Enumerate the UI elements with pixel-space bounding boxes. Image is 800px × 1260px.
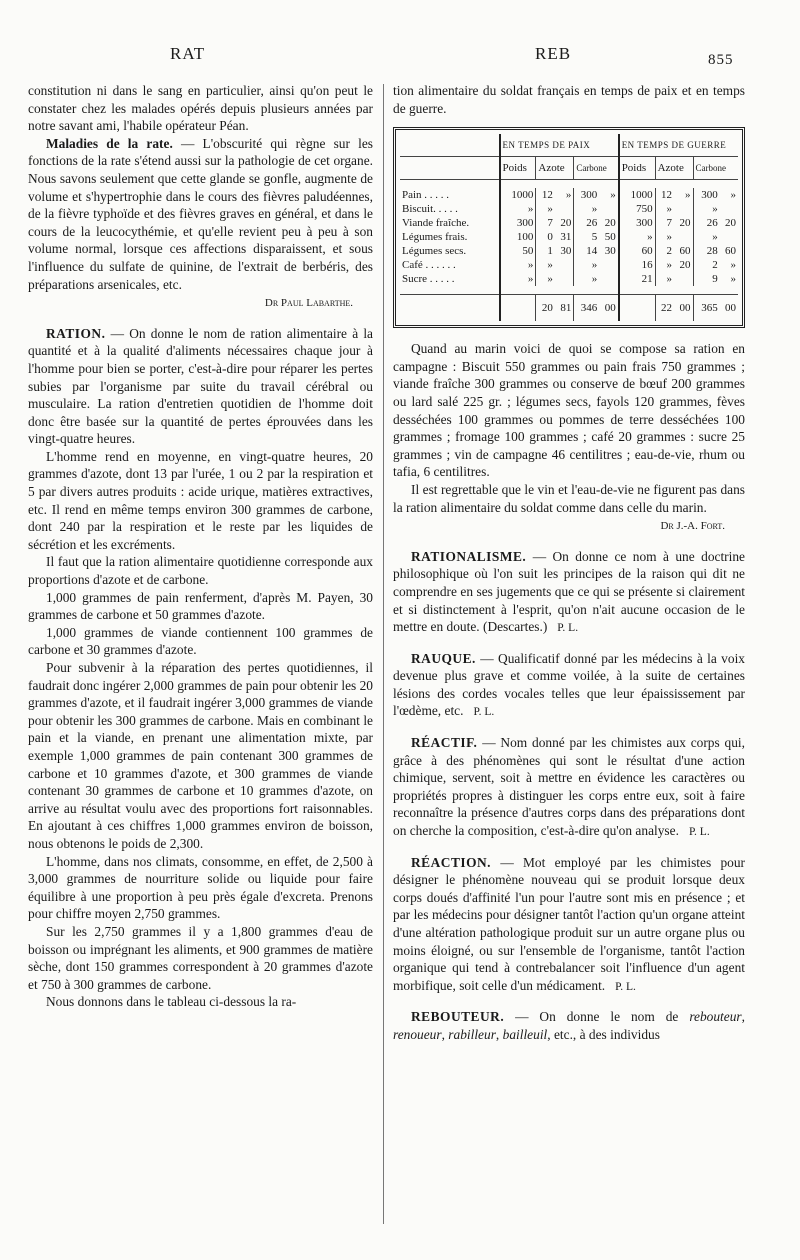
entry-text: Il est regrettable que le vin et l'eau-de-vie ne figurent pas dans la ration alimentaire du soldat comme dans celle du marin. <box>393 481 745 515</box>
table-cell: » <box>536 272 555 286</box>
table-cell: 0 <box>536 230 555 244</box>
entry-text: Sur les 2,750 grammes il y a 1,800 grammes d'eau de boisson ou imprégnant les aliments, et 900 grammes de matière sèche, dont 150 grammes correspondent à 20 grammes d'azote et 750 à 300 grammes de carbone. <box>28 923 373 992</box>
ration-table-box <box>393 127 745 328</box>
total-cell: 00 <box>720 295 738 322</box>
entry-text: Quand au marin voici de quoi se compose sa ration en campagne : Biscuit 550 grammes ou pain frais 750 grammes ; viande fraîche 300 grammes ou conserve de bœuf 200 grammes ou lard salé 225 gr. ; légumes secs, fayols 120 grammes, fèves desséchées 100 grammes ou pommes de terre desséchées 100 grammes ; fromage 100 grammes ; café 20 grammes : sucre 25 grammes ; vin de campagne 46 centilitres ; eau-de-vie, rhum ou tafia, 6 centilitres. <box>393 341 745 480</box>
entry-text: L'homme rend en moyenne, en vingt-quatre heures, 20 grammes d'azote, dont 13 par l'urée, 1 ou 2 par la respiration et 5 par divers autres produits : acide urique, matières extractives, etc. Il rend en même temps environ 300 grammes de carbone, dont 240 par la respiration et le reste par les liquides de sécrétion et les excréments. <box>28 448 373 552</box>
table-cell <box>599 258 618 272</box>
table-cell: 60 <box>725 245 736 258</box>
italic-term: rebouteur <box>689 1009 742 1025</box>
entry-term: RÉACTIF. <box>411 735 478 751</box>
total-cell <box>619 295 655 322</box>
table-cell: 300 <box>574 188 599 202</box>
table-cell: 100 <box>500 230 536 244</box>
entry-text: Il faut que la ration alimentaire quotidienne corresponde aux proportions d'azote et de carbone. <box>28 554 373 588</box>
table-cell: » <box>730 189 736 202</box>
entry-text: L'homme, dans nos climats, consomme, en effet, de 2,500 à 3,000 grammes de nourriture solide ou liquide pour faire équilibre à une proportion à peu près égale d'excreta. Prenons pour chiffre moyen 2,750 grammes. <box>28 853 373 922</box>
table-cell: 60 <box>679 245 691 258</box>
entry-term: RATIONALISME. <box>411 548 527 564</box>
total-cell: 346 <box>574 295 599 322</box>
separator: , <box>741 1009 745 1025</box>
table-cell: 26 <box>574 216 599 230</box>
paragraph <box>28 624 373 659</box>
total-cell: 365 <box>693 295 720 322</box>
totals-row <box>400 295 738 322</box>
table-cell: » <box>500 272 536 286</box>
entry-text: Pour subvenir à la réparation des pertes quotidiennes, il faudrait donc ingérer 2,000 grammes de pain pour obtenir les 20 grammes d'azote, et il faudrait ingérer 3,000 grammes de viande pour obtenir les 300 grammes de carbone. Mais en combinant le pain et la viande, en prenant une alimentation mixte, par exemple 1,000 grammes de pain contenant 300 grammes de carbone et 10 grammes d'azote, et 300 grammes de viande contenant 30 grammes de carbone et 10 grammes d'azote, on arrive au résultat voulu avec des proportions fort raisonnables. En ajoutant à ces chiffres 1,000 grammes environ de boisson, nous obtenons le poids de 2,300. <box>28 660 373 851</box>
table-cell: » <box>536 202 555 216</box>
entry-text: — On donne le nom de <box>504 1009 690 1025</box>
table-cell <box>720 202 738 216</box>
table-cell: 300 <box>693 188 720 202</box>
page-number: 855 <box>708 52 734 68</box>
table-cell: » <box>610 189 616 202</box>
table-cell: 20 <box>679 217 691 230</box>
table-corner <box>400 134 500 157</box>
running-header <box>0 44 800 70</box>
table-cell: » <box>500 258 536 272</box>
row-label: Café . . . . . . <box>402 259 456 272</box>
table-row <box>400 202 738 216</box>
author-initials: P. L. <box>557 622 579 635</box>
entry-text: — Nom donné par les chimistes aux corps qui, grâce à des phénomènes qui sont le résultat d'une action chimique, servent, soit à mettre en évidence les caractères ou propriétés propres à distinguer les corps entre eux, soit à faire reconnaître la présence d'autres corps dans des préparations dont on cherche la composition, c'est-à-dire qu'on analyse. <box>393 735 745 839</box>
paragraph <box>28 448 373 554</box>
entry-text: — On donne le nom de ration alimentaire à la quantité et à la qualité d'aliments nécessaires chaque jour à l'homme pour bien se porter, c'est-à-dire pour réparer les pertes subies par l'organisme par suite du travail cérébral ou musculaire. La ration d'entretien quotidien de l'homme doit donc être basée sur la quantité de pertes éprouvées dans les vingt-quatre heures. <box>28 325 373 447</box>
total-cell: 81 <box>555 295 574 322</box>
row-label: Légumes frais. <box>402 231 468 244</box>
table-cell <box>674 202 693 216</box>
header-right-word: REB <box>535 44 572 63</box>
table-cell: » <box>565 189 572 202</box>
table-cell: 7 <box>536 216 555 230</box>
table-cell: 60 <box>619 244 655 258</box>
table-cell: » <box>685 189 691 202</box>
italic-term: bailleuil <box>502 1026 548 1042</box>
table-cell <box>674 272 693 286</box>
paragraph <box>28 923 373 993</box>
table-row <box>400 244 738 258</box>
table-cell: » <box>693 230 720 244</box>
table-cell: 50 <box>500 244 536 258</box>
table-corner-2 <box>400 157 500 180</box>
article-entry <box>393 854 745 997</box>
author-initials: P. L. <box>688 826 710 839</box>
author-initials: P. L. <box>473 706 495 719</box>
entry-text: constitution ni dans le sang en particulier, ainsi qu'on peut le constater chez les malades opérés depuis plusieurs années par notre savant ami, l'habile opérateur Péan. <box>28 83 373 134</box>
group-header-war: EN TEMPS DE GUERRE <box>619 134 738 157</box>
article-entry <box>393 734 745 842</box>
total-cell: 00 <box>674 295 693 322</box>
totals-label <box>400 295 500 322</box>
separator: , etc., à des individus <box>547 1026 660 1042</box>
entry-text: 1,000 grammes de pain renferment, d'après M. Payen, 30 grammes de carbone et 50 grammes d'azote. <box>28 589 373 623</box>
column-divider <box>383 84 384 1224</box>
table-cell: 1000 <box>500 188 536 202</box>
entry-term: RATION. <box>46 325 106 341</box>
table-cell: » <box>619 230 655 244</box>
group-header-peace: EN TEMPS DE PAIX <box>500 134 619 157</box>
header-left-word: RAT <box>170 44 206 63</box>
table-cell: 30 <box>560 245 572 258</box>
row-label: Viande fraîche. <box>402 217 470 230</box>
table-cell: » <box>655 272 674 286</box>
article-entry <box>393 1008 745 1043</box>
sub-header: Poids <box>619 157 655 180</box>
paragraph <box>28 589 373 624</box>
sub-header: Poids <box>500 157 536 180</box>
table-cell: 50 <box>604 231 616 244</box>
table-cell: 12 <box>655 188 674 202</box>
table-cell: 20 <box>679 259 691 272</box>
table-cell <box>555 272 574 286</box>
left-column <box>28 82 373 1011</box>
sub-header: Azote <box>655 157 693 180</box>
ration-table <box>400 134 738 321</box>
paragraph <box>28 853 373 923</box>
table-cell: 14 <box>574 244 599 258</box>
table-cell: 1 <box>536 244 555 258</box>
table-cell: » <box>500 202 536 216</box>
table-cell: 31 <box>560 231 572 244</box>
table-cell: 30 <box>604 245 616 258</box>
separator: , <box>495 1026 503 1042</box>
table-cell: » <box>574 202 599 216</box>
entry-term: RAUQUE. <box>411 650 476 666</box>
entry-text: 1,000 grammes de viande contiennent 100 grammes de carbone et 30 grammes d'azote. <box>28 624 373 658</box>
row-label: Légumes secs. <box>402 245 467 258</box>
table-cell: » <box>693 202 720 216</box>
table-row <box>400 272 738 286</box>
entry-term: REBOUTEUR. <box>411 1009 505 1025</box>
paragraph <box>28 993 373 1011</box>
entry-text: — Mot employé par les chimistes pour désigner le phénomène nouveau qui se produit lorsque deux corps doués d'affinité l'un pour l'autre sont mis en présence ; et par les médecins pour désigner tantôt l'action qu'un organe atteint d'une altération pathologique produit sur un autre organe plus ou moins éloigné, ou sur l'ensemble de l'organisme, tantôt l'action organique qui tend à contrebalancer soit l'influence d'un agent morbifique, soit celle d'un médicament. <box>393 854 745 993</box>
table-cell: » <box>730 273 736 286</box>
table-row <box>400 216 738 230</box>
table-row <box>400 188 738 202</box>
table-cell <box>555 258 574 272</box>
table-cell: » <box>655 230 674 244</box>
author-signature: Dr J.-A. Fort. <box>660 520 725 533</box>
table-cell: 20 <box>725 217 736 230</box>
sub-header: Carbone <box>574 157 619 180</box>
table-cell: 2 <box>655 244 674 258</box>
table-cell: 1000 <box>619 188 655 202</box>
entry-text: — On donne ce nom à une doctrine philosophique où l'on suit les principes de la raison qui dit ne comprendre en ses jugements que ce qui se présente si clairement et si distinctement à l'esprit, qu'on n'ait aucune occasion de le mettre en doute. (Descartes.) <box>393 548 745 635</box>
table-cell <box>599 272 618 286</box>
subsection-heading: Maladies de la rate. <box>46 135 173 151</box>
table-cell: » <box>655 258 674 272</box>
row-label: Biscuit. . . . . <box>402 203 458 216</box>
entry-text: Nous donnons dans le tableau ci-dessous la ra- <box>46 994 297 1010</box>
table-cell <box>555 202 574 216</box>
total-cell: 22 <box>655 295 674 322</box>
table-cell <box>674 230 693 244</box>
italic-term: rabilleur <box>448 1026 496 1042</box>
table-row <box>400 258 738 272</box>
table-cell: » <box>536 258 555 272</box>
table-body <box>400 180 738 322</box>
right-column <box>393 82 745 1044</box>
sub-header: Azote <box>536 157 574 180</box>
total-cell: 20 <box>536 295 555 322</box>
table-intro: tion alimentaire du soldat français en temps de paix et en temps de guerre. <box>393 83 745 116</box>
total-cell: 00 <box>599 295 618 322</box>
paragraph <box>393 481 745 516</box>
table-cell: 9 <box>693 272 720 286</box>
table-cell: 20 <box>604 217 616 230</box>
right-column-articles <box>393 340 745 1043</box>
sub-header: Carbone <box>693 157 738 180</box>
paragraph <box>28 553 373 588</box>
table-cell: 12 <box>536 188 555 202</box>
author-initials: P. L. <box>615 980 636 993</box>
table-row <box>400 230 738 244</box>
table-cell: 26 <box>693 216 720 230</box>
entry-text: — L'obscurité qui règne sur les fonctions de la rate s'étend aussi sur la pathologie de cet organe. Nous savons seulement que cette glande se gonfle, augmente de volume et s'hypertrophie dans le cours des fièvres paludéennes, de la fièvre typhoïde et des fièvres graves en général, et dans le cours de la leucocythémie, et qu'elle revient peu à peu à son volume normal, lorsque ces affections disparaissent, et sous l'influence du sulfate de quinine, de l'extrait de berbéris, des préparations arsenicales, etc. <box>28 135 373 292</box>
entry-text: — Qualificatif donné par les médecins à la voix devenue plus grave et comme voilée, à la suite de certaines lésions des cordes vocales telles que leur épaississement par l'œdème, etc. <box>393 650 745 719</box>
paragraph <box>28 659 373 853</box>
paragraph <box>393 340 745 481</box>
article-entry <box>393 548 745 638</box>
article-entry <box>28 325 373 448</box>
entry-term: RÉACTION. <box>411 854 492 870</box>
table-cell: 750 <box>619 202 655 216</box>
table-cell: » <box>574 272 599 286</box>
row-label: Pain . . . . . <box>402 189 450 202</box>
table-cell <box>599 202 618 216</box>
table-cell: 300 <box>619 216 655 230</box>
table-cell <box>720 230 738 244</box>
table-cell: 16 <box>619 258 655 272</box>
table-cell: 28 <box>693 244 720 258</box>
separator: , <box>441 1026 449 1042</box>
italic-term: renoueur <box>393 1026 442 1042</box>
table-cell: 20 <box>560 217 572 230</box>
table-cell: » <box>655 202 674 216</box>
row-label: Sucre . . . . . <box>402 273 455 286</box>
table-cell: 300 <box>500 216 536 230</box>
total-cell <box>500 295 536 322</box>
article-entry <box>28 135 373 293</box>
article-entry <box>393 650 745 722</box>
table-cell: 5 <box>574 230 599 244</box>
table-cell: 7 <box>655 216 674 230</box>
table-cell: 21 <box>619 272 655 286</box>
table-cell: 2 <box>693 258 720 272</box>
author-signature: Dr Paul Labarthe. <box>264 297 353 310</box>
table-cell: » <box>574 258 599 272</box>
table-cell: » <box>730 259 736 272</box>
paragraph <box>28 82 373 135</box>
